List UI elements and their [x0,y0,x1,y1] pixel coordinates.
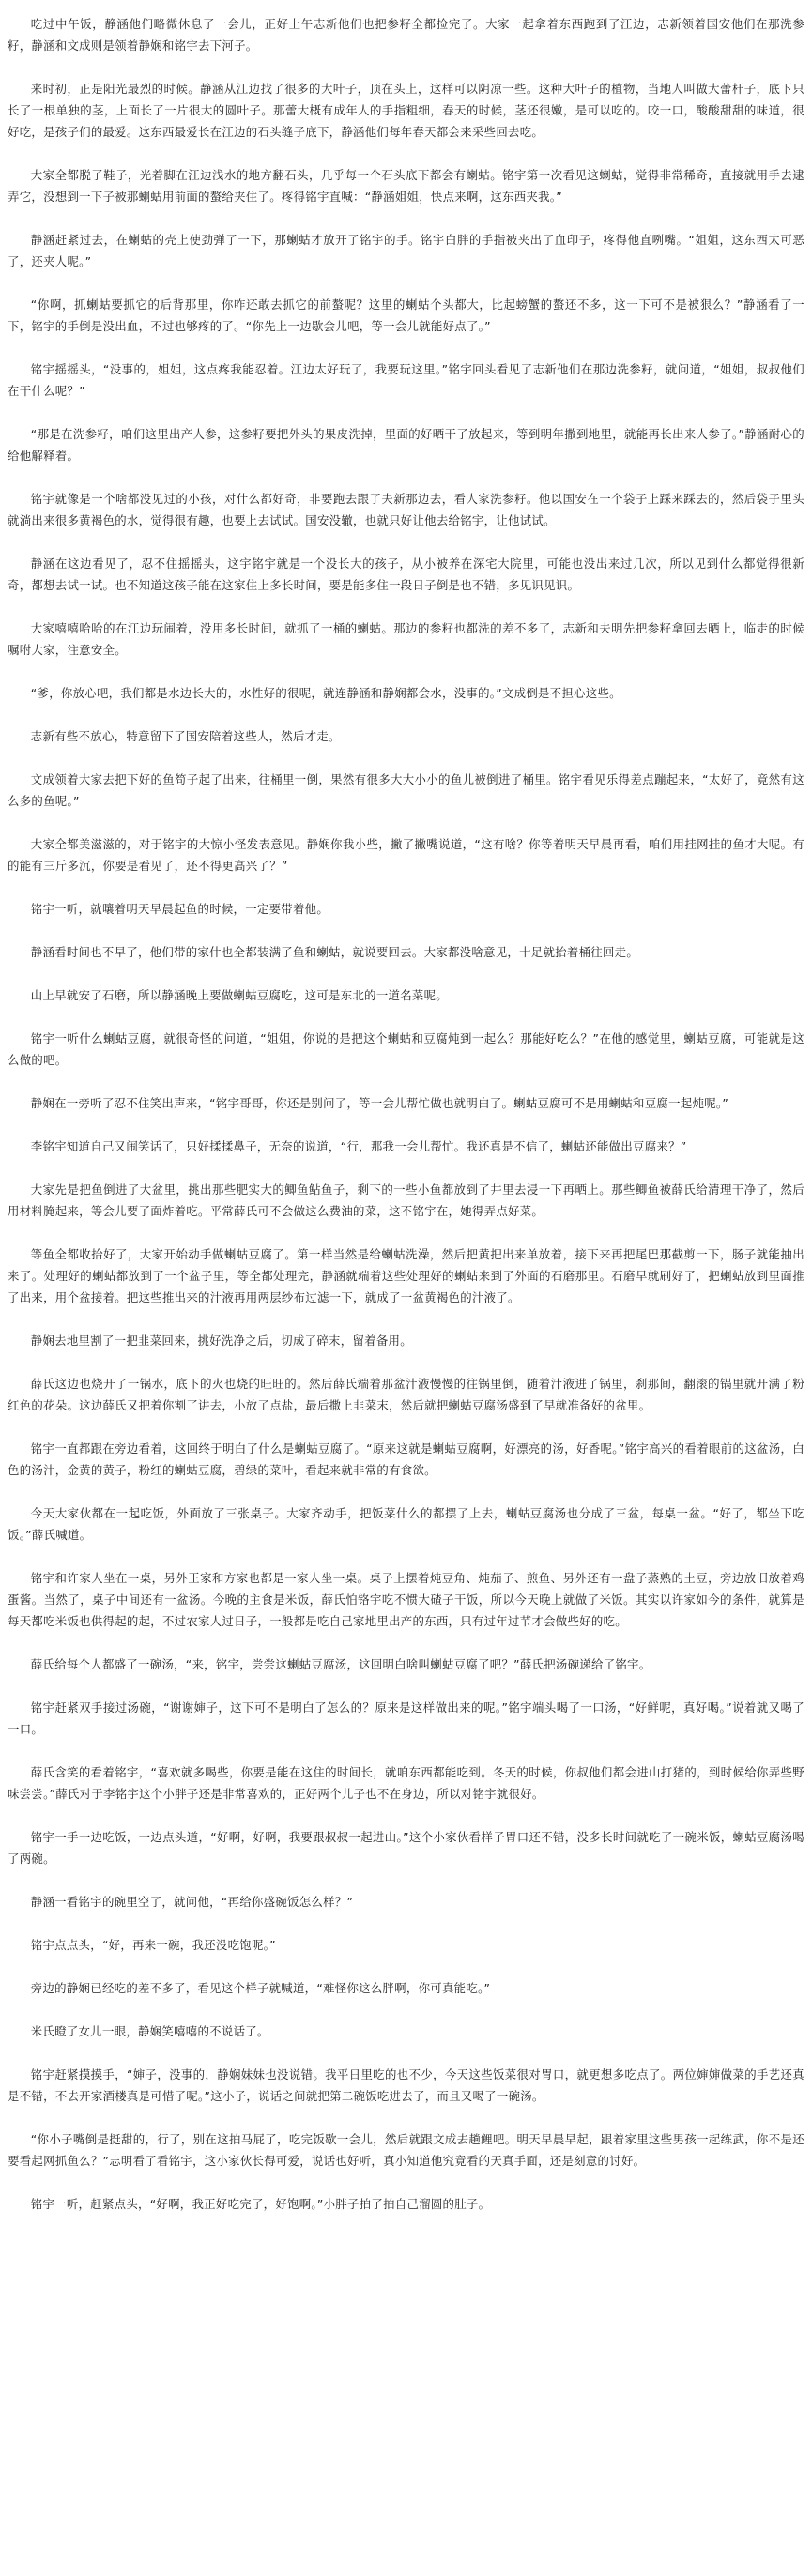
paragraph: 铭宇点点头，“好，再来一碗，我还没吃饱呢。” [30,1938,276,1952]
paragraph: 文成领着大家去把下好的鱼笱子起了出来，往桶里一倒，果然有很多大大小小的鱼儿被倒进了桶里。铭宇看见乐得差点蹦起来，“太好了，竟然有这么多的鱼呢。” [8,772,804,808]
paragraph: 静涵一看铭宇的碗里空了，就问他，“再给你盛碗饭怎么样？” [30,1895,354,1909]
paragraph: 铭宇赶紧摸摸手，“婶子，没事的，静娴妹妹也没说错。我平日里吃的也不少，今天这些饭菜很对胃口，就更想多吃点了。两位婶婶做菜的手艺还真是不错，不去开家酒楼真是可惜了呢。”这小子，说话之间就把第二碗饭吃进去了，而且又喝了一碗汤。 [8,2067,804,2103]
paragraph: 大家全都脱了鞋子，光着脚在江边浅水的地方翻石头，几乎每一个石头底下都会有蝲蛄。铭宇第一次看见这蝲蛄，觉得非常稀奇，直接就用手去逮弄它，没想到一下子被那蝲蛄用前面的螯给夹住了。疼得铭宇直喊：“静涵姐姐，快点来啊，这东西夹我。” [8,168,804,204]
paragraph: 静涵在这边看见了，忍不住摇摇头，这宇铭宇就是一个没长大的孩子，从小被养在深宅大院里，可能也没出来过几次，所以见到什么都觉得很新奇，都想去试一试。也不知道这孩子能在这家住上多长时间，要是能多住一段日子倒是也不错，多见识见识。 [8,556,804,592]
paragraph: 薛氏含笑的看着铭宇，“喜欢就多喝些，你要是能在这住的时间长，就咱东西都能吃到。冬天的时候，你叔他们都会进山打猪的，到时候给你弄些野味尝尝。”薛氏对于李铭宇这个小胖子还是非常喜欢的，正好两个儿子也不在身边，所以对铭宇就很好。 [8,1765,804,1801]
paragraph: 李铭宇知道自己又闹笑话了，只好揉揉鼻子，无奈的说道，“行，那我一会儿帮忙。我还真是不信了，蝲蛄还能做出豆腐来？” [30,1139,687,1153]
paragraph: 薛氏给每个人都盛了一碗汤，“来，铭宇，尝尝这蝲蛄豆腐汤，这回明白啥叫蝲蛄豆腐了吧？”薛氏把汤碗递给了铭宇。 [30,1657,651,1671]
paragraph: “爹，你放心吧，我们都是水边长大的，水性好的很呢，就连静涵和静娴都会水，没事的。”文成倒是不担心这些。 [30,686,621,700]
paragraph: 薛氏这边也烧开了一锅水，底下的火也烧的旺旺的。然后薛氏端着那盆汁液慢慢的往锅里倒，随着汁液进了锅里，刹那间，翻滚的锅里就开满了粉红色的花朵。这边薛氏又把着你割了讲去，小放了点盐，最后撒上韭菜末，然后就把蝲蛄豆腐汤盛到了早就准备好的盆里。 [8,1377,804,1412]
paragraph: 来时初，正是阳光最烈的时候。静涵从江边找了很多的大叶子，顶在头上，这样可以阴凉一些。这种大叶子的植物，当地人叫做大蕾杆子，底下只长了一根单独的茎，上面长了一片很大的圆叶子。那蕾大概有成年人的手指粗细，春天的时候，茎还很嫩，是可以吃的。咬一口，酸酸甜甜的味道，很好吃，是孩子们的最爱。这东西最爱长在江边的石头缝子底下，静涵他们每年春天都会来采些回去吃。 [8,82,804,139]
paragraph: 铭宇赶紧双手接过汤碗，“谢谢婶子，这下可不是明白了怎么的？原来是这样做出来的呢。”铭宇端头喝了一口汤，“好鲜呢，真好喝。”说着就又喝了一口。 [8,1700,804,1736]
paragraph: 铭宇一听，就嚷着明天早晨起鱼的时候，一定要带着他。 [30,902,329,916]
paragraph: 大家嘻嘻哈哈的在江边玩闹着，没用多长时间，就抓了一桶的蝲蛄。那边的参籽也都洗的差不多了，志新和夫明先把参籽拿回去晒上，临走的时候嘱咐大家，注意安全。 [8,621,804,657]
paragraph: 静娴去地里割了一把韭菜回来，挑好洗净之后，切成了碎末，留着备用。 [30,1334,412,1348]
paragraph: “那是在洗参籽，咱们这里出产人参，这参籽要把外头的果皮洗掉，里面的好晒干了放起来，等到明年撒到地里，就能再长出来人参了。”静涵耐心的给他解释着。 [8,427,804,463]
paragraph: 等鱼全都收拾好了，大家开始动手做蝲蛄豆腐了。第一样当然是给蝲蛄洗澡，然后把黄把出来单放着，接下来再把尾巴那截剪一下，肠子就能抽出来了。处理好的蝲蛄都放到了一个盆子里，等全都处理完，静涵就端着这些处理好的蝲蛄来到了外面的石磨那里。石磨早就刷好了，把蝲蛄放到里面推了出来，用个盆接着。把这些推出来的汁液再用两层纱布过滤一下，就成了一盆黄褐色的汁液了。 [8,1247,804,1304]
paragraph: 铭宇一手一边吃饭，一边点头道，“好啊，好啊，我要跟叔叔一起进山。”这个小家伙看样子胃口还不错，没多长时间就吃了一碗米饭，蝲蛄豆腐汤喝了两碗。 [8,1830,804,1866]
paragraph: “你啊，抓蝲蛄要抓它的后背那里，你咋还敢去抓它的前螯呢？这里的蝲蛄个头都大，比起螃蟹的螯还不多，这一下可不是被狠么？”静涵看了一下，铭宇的手倒是没出血，不过也够疼的了。“你先上一边歇会儿吧，等一会儿就能好点了。” [8,297,804,333]
paragraph: 旁边的静娴已经吃的差不多了，看见这个样子就喊道，“难怪你这么胖啊，你可真能吃。” [30,1981,491,1995]
paragraph: 静娴在一旁听了忍不住笑出声来，“铭宇哥哥，你还是别问了，等一会儿帮忙做也就明白了。蝲蛄豆腐可不是用蝲蛄和豆腐一起炖呢。” [30,1096,729,1110]
paragraph: 铭宇就像是一个啥都没见过的小孩，对什么都好奇，非要跑去跟了夫新那边去，看人家洗参籽。他以国安在一个袋子上踩来踩去的，然后袋子里头就淌出来很多黄褐色的水，觉得很有趣，也要上去试试。国安没辙，也就只好让他去给铭宇，让他试试。 [8,492,804,527]
paragraph: 今天大家伙都在一起吃饭，外面放了三张桌子。大家齐动手，把饭菜什么的都摆了上去，蝲蛄豆腐汤也分成了三盆，每桌一盆。“好了，都坐下吃饭。”薛氏喊道。 [8,1506,804,1542]
paragraph: 铭宇一听什么蝲蛄豆腐，就很奇怪的问道，“姐姐，你说的是把这个蝲蛄和豆腐炖到一起么？那能好吃么？”在他的感觉里，蝲蛄豆腐，可能就是这么做的吧。 [8,1031,804,1067]
paragraph: 铭宇一听，赶紧点头，“好啊，我正好吃完了，好饱啊。”小胖子拍了拍自己溜圆的肚子。 [30,2197,491,2211]
paragraph: 铭宇和许家人坐在一桌，另外王家和方家也都是一家人坐一桌。桌子上摆着炖豆角、炖茄子、煎鱼、另外还有一盘子蒸熟的土豆，旁边放旧放着鸡蛋酱。当然了，桌子中间还有一盆汤。今晚的主食是米饭，薛氏怕铬宇吃不惯大碴子干饭，所以今天晚上就做了米饭。其实以许家如今的条件，就算是每天都吃米饭也供得起的起，不过农家人过日子，一般都是吃自己家地里出产的东西，只有过年过节才会做些好的吃。 [8,1571,804,1628]
paragraph: 静涵赶紧过去，在蝲蛄的壳上使劲弹了一下，那蝲蛄才放开了铭宇的手。铭宇白胖的手指被夹出了血印子，疼得他直咧嘴。“姐姐，这东西太可恶了，还夹人呢。” [8,233,804,268]
paragraph: 铭宇摇摇头，“没事的，姐姐，这点疼我能忍着。江边太好玩了，我要玩这里。”铭宇回头看见了志新他们在那边洗参籽，就问道，“姐姐，叔叔他们在干什么呢？” [8,362,804,398]
paragraph: 静涵看时间也不早了，他们带的家什也全都装满了鱼和蝲蛄，就说要回去。大家都没啥意见，十足就抬着桶往回走。 [30,945,639,959]
paragraph: 吃过中午饭，静涵他们略微休息了一会儿，正好上午志新他们也把参籽全都捡完了。大家一起拿着东西跑到了江边，志新领着国安他们在那洗参籽，静涵和文成则是领着静娴和铭宇去下河子。 [8,17,804,53]
paragraph: 大家先是把鱼倒进了大盆里，挑出那些肥实大的鲫鱼鲇鱼子，剩下的一些小鱼都放到了井里去浸一下再晒上。那些鲫鱼被薛氏给清理干净了，然后用材料腌起来，等会儿要了面炸着吃。平常薛氏可不会做这么费油的菜，这不铭宇在，她得弄点好菜。 [8,1182,804,1218]
paragraph: 铭宇一直都跟在旁边看着，这回终于明白了什么是蝲蛄豆腐了。“原来这就是蝲蛄豆腐啊，好漂亮的汤，好香呢。”铭宇高兴的看着眼前的这盆汤，白色的汤汁，金黄的黄子，粉红的蝲蛄豆腐，碧绿的菜叶，看起来就非常的有食欲。 [8,1441,804,1477]
paragraph: “你小子嘴倒是挺甜的，行了，别在这拍马屁了，吃完饭歇一会儿，然后就跟文成去趟鲤吧。明天早晨早起，跟着家里这些男孩一起练武，你不是还要看起网抓鱼么？”志明看了看铭宇，这小家伙长得可爱，说话也好听，真小知道他究竟看的天真手面，还是刻意的讨好。 [8,2132,804,2168]
paragraph: 大家全都美滋滋的，对于铭宇的大惊小怪发表意见。静娴你我小些，撇了撇嘴说道，“这有啥？你等着明天早晨再看，咱们用挂网挂的鱼才大呢。有的能有三斤多沉，你要是看见了，还不得更高兴了？” [8,837,804,873]
paragraph: 志新有些不放心，特意留下了国安陪着这些人，然后才走。 [30,729,341,743]
paragraph: 山上早就安了石磨，所以静涵晚上要做蝲蛄豆腐吃，这可是东北的一道名菜呢。 [30,988,448,1002]
paragraph: 米氏瞪了女儿一眼，静娴笑嘻嘻的不说话了。 [30,2024,269,2038]
